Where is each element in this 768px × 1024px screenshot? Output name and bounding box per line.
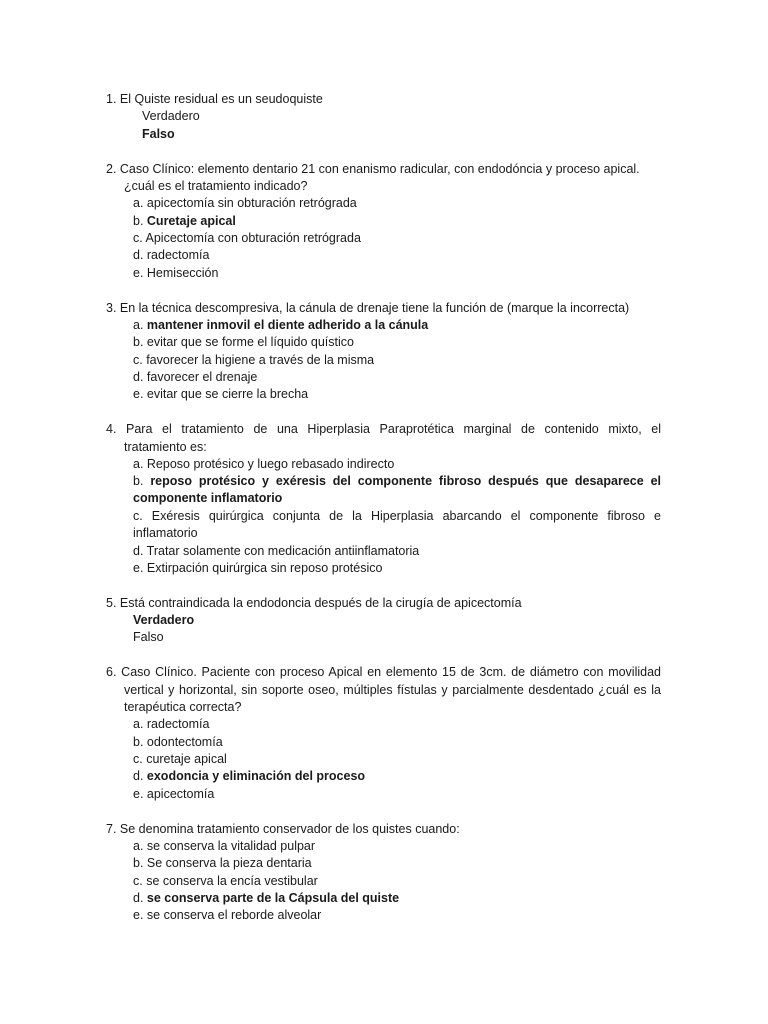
question-4-option-c-line-1: c. Exéresis quirúrgica conjunta de la Hiperplasia abarcando el componente fibroso e (133, 509, 661, 523)
question-4-stem-line-1: 4. Para el tratamiento de una Hiperplasia Paraprotética marginal de contenido mixto, el (106, 422, 661, 436)
question-6-option-d: d. exodoncia y eliminación del proceso (133, 769, 366, 783)
question-7-answer: se conserva parte de la Cápsula del quiste (146, 891, 400, 905)
question-7-option-c: c. se conserva la encía vestibular (133, 874, 318, 888)
question-4-option-b-line-2: componente inflamatorio (133, 491, 283, 505)
question-3-option-c: c. favorecer la higiene a través de la misma (133, 353, 375, 367)
question-6-answer: exodoncia y eliminación del proceso (146, 769, 366, 783)
question-2-stem-line-1: 2. Caso Clínico: elemento dentario 21 con enanismo radicular, con endodóncia y proceso apical. (106, 162, 640, 176)
question-4-option-d: d. Tratar solamente con medicación antiinflamatoria (133, 544, 420, 558)
question-6-stem-line-3: terapéutica correcta? (124, 700, 242, 714)
question-1-stem: 1. El Quiste residual es un seudoquiste (106, 92, 323, 106)
question-3-option-e: e. evitar que se cierre la brecha (133, 387, 309, 401)
question-5-option-false: Falso (133, 630, 164, 644)
question-3-option-a: a. mantener inmovil el diente adherido a la cánula (133, 318, 429, 332)
question-1-option-true: Verdadero (142, 109, 200, 123)
question-4-option-a: a. Reposo protésico y luego rebasado indirecto (133, 457, 395, 471)
question-4-option-e: e. Extirpación quirúrgica sin reposo protésico (133, 561, 383, 575)
question-2-option-e: e. Hemisección (133, 266, 219, 280)
question-7-option-e: e. se conserva el reborde alveolar (133, 908, 322, 922)
question-3-option-b: b. evitar que se forme el líquido quístico (133, 335, 354, 349)
question-2-option-c: c. Apicectomía con obturación retrógrada (133, 231, 361, 245)
question-6-option-b: b. odontectomía (133, 735, 223, 749)
question-3-stem: 3. En la técnica descompresiva, la cánula de drenaje tiene la función de (marque la incorrecta) (106, 301, 630, 315)
question-2-answer: Curetaje apical (146, 214, 236, 228)
question-5-stem: 5. Está contraindicada la endodoncia después de la cirugía de apicectomía (106, 596, 522, 610)
question-5-option-true: Verdadero (133, 613, 195, 627)
question-4-option-c-line-2: inflamatorio (133, 526, 198, 540)
question-7-stem: 7. Se denomina tratamiento conservador de los quistes cuando: (106, 822, 460, 836)
question-2-stem-line-2: ¿cuál es el tratamiento indicado? (124, 179, 308, 193)
question-7-option-b: b. Se conserva la pieza dentaria (133, 856, 312, 870)
question-4-option-b-line-1: b. reposo protésico y exéresis del componente fibroso después que desaparece el (133, 474, 661, 488)
question-1-option-false: Falso (142, 127, 175, 141)
question-4-answer: reposo protésico y exéresis del componente fibroso después que desaparece el (150, 474, 661, 488)
question-3-answer: mantener inmovil el diente adherido a la cánula (146, 318, 429, 332)
question-6-stem-line-1: 6. Caso Clínico. Paciente con proceso Apical en elemento 15 de 3cm. de diámetro con movilidad (106, 665, 661, 679)
question-3-option-d: d. favorecer el drenaje (133, 370, 258, 384)
question-7-option-d: d. se conserva parte de la Cápsula del quiste (133, 891, 400, 905)
question-2-option-a: a. apicectomía sin obturación retrógrada (133, 196, 357, 210)
question-7-option-a: a. se conserva la vitalidad pulpar (133, 839, 316, 853)
question-6-option-e: e. apicectomía (133, 787, 215, 801)
question-6-stem-line-2: vertical y horizontal, sin soporte oseo, múltiples fístulas y parcialmente desdentado ¿cuál es la (124, 683, 661, 697)
question-4-stem-line-2: tratamiento es: (124, 440, 207, 454)
question-6-option-c: c. curetaje apical (133, 752, 227, 766)
question-2-option-b: b. Curetaje apical (133, 214, 236, 228)
question-6-option-a: a. radectomía (133, 717, 210, 731)
question-2-option-d: d. radectomía (133, 248, 210, 262)
